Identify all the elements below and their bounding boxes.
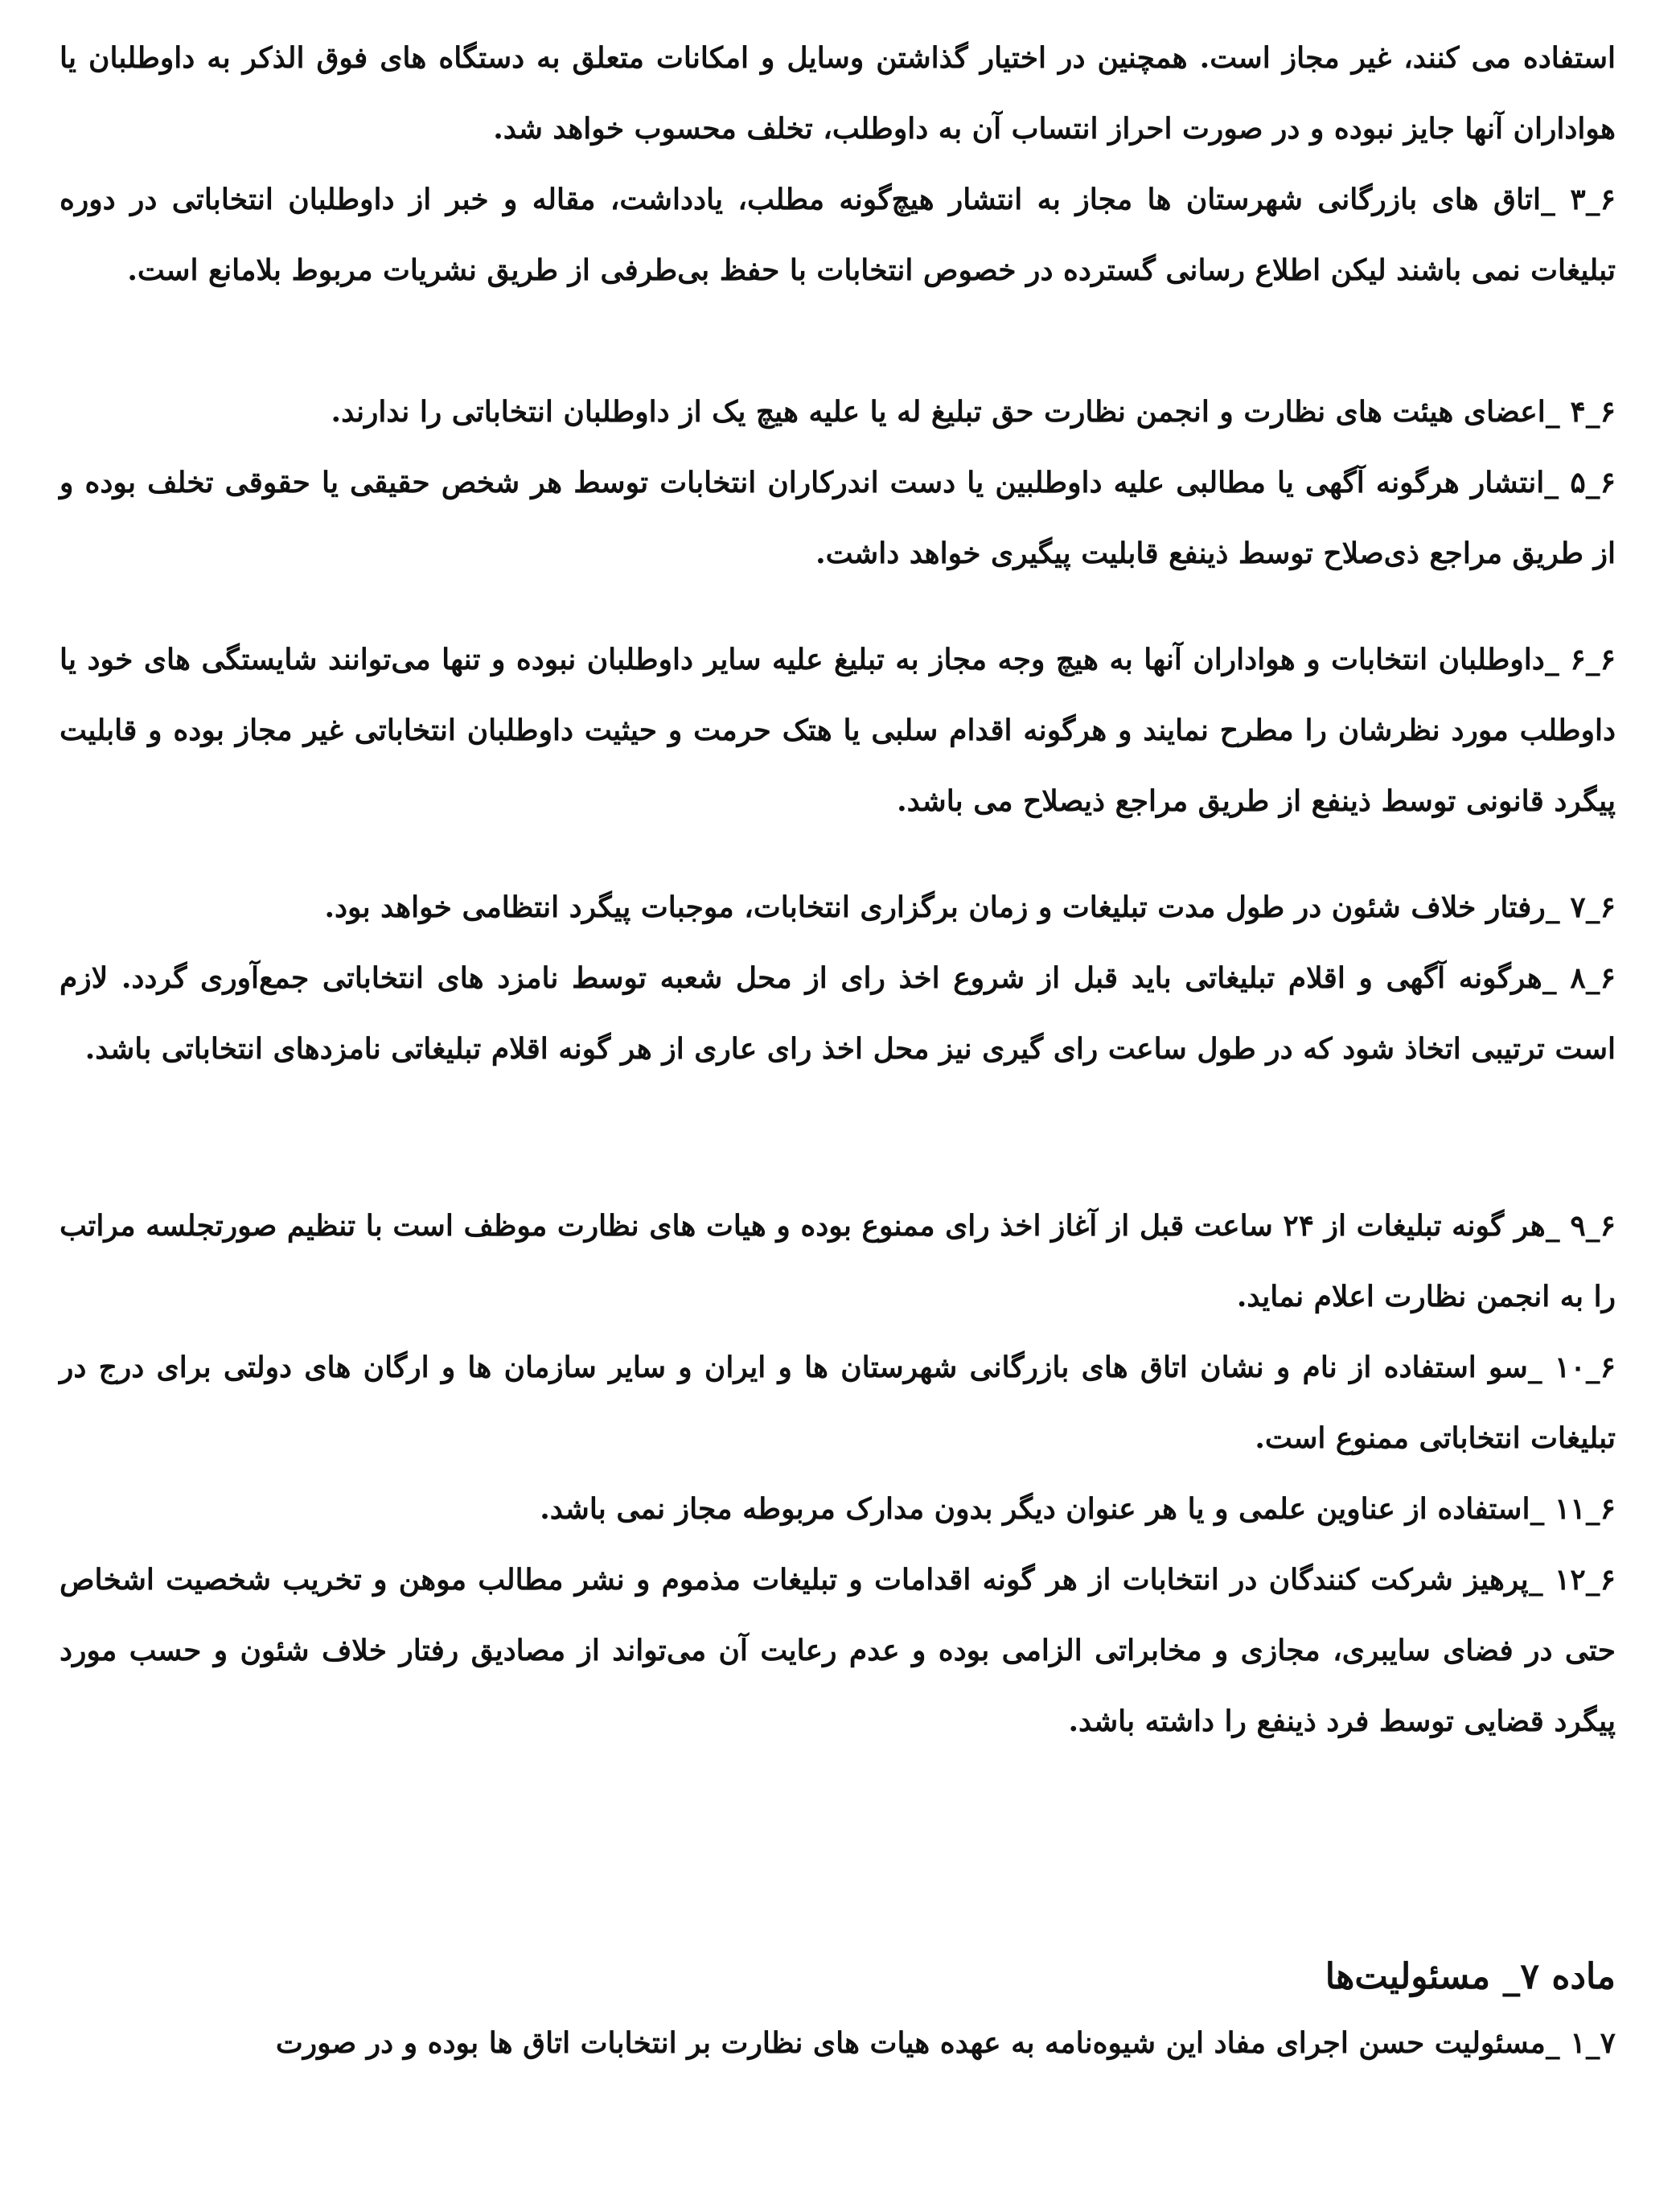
clause-6-4: ۶_۴ _اعضای هیئت های نظارت و انجمن نظارت حق تبلیغ له یا علیه هیچ یک از داوطلبان انتخاباتی را ندارند.	[331, 395, 1616, 429]
clause-6-8: ۶_۸ _هرگونه آگهی و اقلام تبلیغاتی باید قبل از شروع اخذ رای از محل شعبه توسط نامزد های انتخاباتی جمع‌آوری گردد. لازم است ترتیبی اتخاذ شود که در طول ساعت رای گیری نیز محل اخذ رای عاری از هر گونه اقلام تبلیغاتی نامزدهای انتخاباتی باشد.	[60, 961, 1616, 1066]
clause-6-5: ۶_۵ _انتشار هرگونه آگهی یا مطالبی علیه داوطلبین یا دست اندرکاران انتخابات توسط هر شخص حقیقی یا حقوقی تخلف بوده و از طریق مراجع ذی‌صلاح توسط ذینفع قابلیت پیگیری خواهد داشت.	[60, 466, 1616, 570]
clause-6-10: ۶_۱۰ _سو استفاده از نام و نشان اتاق های بازرگانی شهرستان ها و ایران و سایر سازمان ها و ارگان های دولتی برای درج در تبلیغات انتخاباتی ممنوع است.	[60, 1350, 1616, 1455]
clause-6-12: ۶_۱۲ _پرهیز شرکت کنندگان در انتخابات از هر گونه اقدامات و تبلیغات مذموم و نشر مطالب موهن و تخریب شخصیت اشخاص حتی در فضای سایبری، مجازی و مخابراتی الزامی بوده و عدم رعایت آن می‌تواند از مصادیق رفتار خلاف شئون و حسب مورد پیگرد قضایی توسط فرد ذینفع را داشته باشد.	[60, 1563, 1616, 1738]
paragraph-continuation: استفاده می کنند، غیر مجاز است. همچنین در اختیار گذاشتن وسایل و امکانات متعلق به دستگاه های فوق الذکر به داوطلبان یا هواداران آنها جایز نبوده و در صورت احراز انتساب آن به داوطلب، تخلف محسوب خواهد شد.	[60, 41, 1616, 146]
section-heading: ماده ۷_ مسئولیت‌ها	[1325, 1956, 1616, 1997]
clause-6-7: ۶_۷ _رفتار خلاف شئون در طول مدت تبلیغات و زمان برگزاری انتخابات، موجبات پیگرد انتظامی خواهد بود.	[324, 890, 1616, 924]
clause-6-9: ۶_۹ _هر گونه تبلیغات از ۲۴ ساعت قبل از آغاز اخذ رای ممنوع بوده و هیات های نظارت موظف است با تنظیم صورتجلسه مراتب را به انجمن نظارت اعلام نماید.	[60, 1209, 1616, 1313]
clause-6-6: ۶_۶ _داوطلبان انتخابات و هواداران آنها به هیچ وجه مجاز به تبلیغ علیه سایر داوطلبان نبوده و تنها می‌توانند شایستگی های خود یا داوطلب مورد نظرشان را مطرح نمایند و هرگونه اقدام سلبی یا هتک حرمت و حیثیت داوطلبان انتخاباتی غیر مجاز بوده و قابلیت پیگرد قانونی توسط ذینفع از طریق مراجع ذیصلاح می باشد.	[60, 643, 1616, 818]
clause-6-11: ۶_۱۱ _استفاده از عناوین علمی و یا هر عنوان دیگر بدون مدارک مربوطه مجاز نمی باشد.	[540, 1492, 1616, 1526]
clause-6-3: ۶_۳ _اتاق های بازرگانی شهرستان ها مجاز به انتشار هیچ‌گونه مطلب، یادداشت، مقاله و خبر از داوطلبان انتخاباتی در دوره تبلیغات نمی باشند لیکن اطلاع رسانی گسترده در خصوص انتخابات با حفظ بی‌طرفی از طریق نشریات مربوط بلامانع است.	[60, 183, 1616, 287]
clause-7-1: ۷_۱ _مسئولیت حسن اجرای مفاد این شیوه‌نامه به عهده هیات های نظارت بر انتخابات اتاق ها بوده و در صورت	[275, 2026, 1616, 2060]
